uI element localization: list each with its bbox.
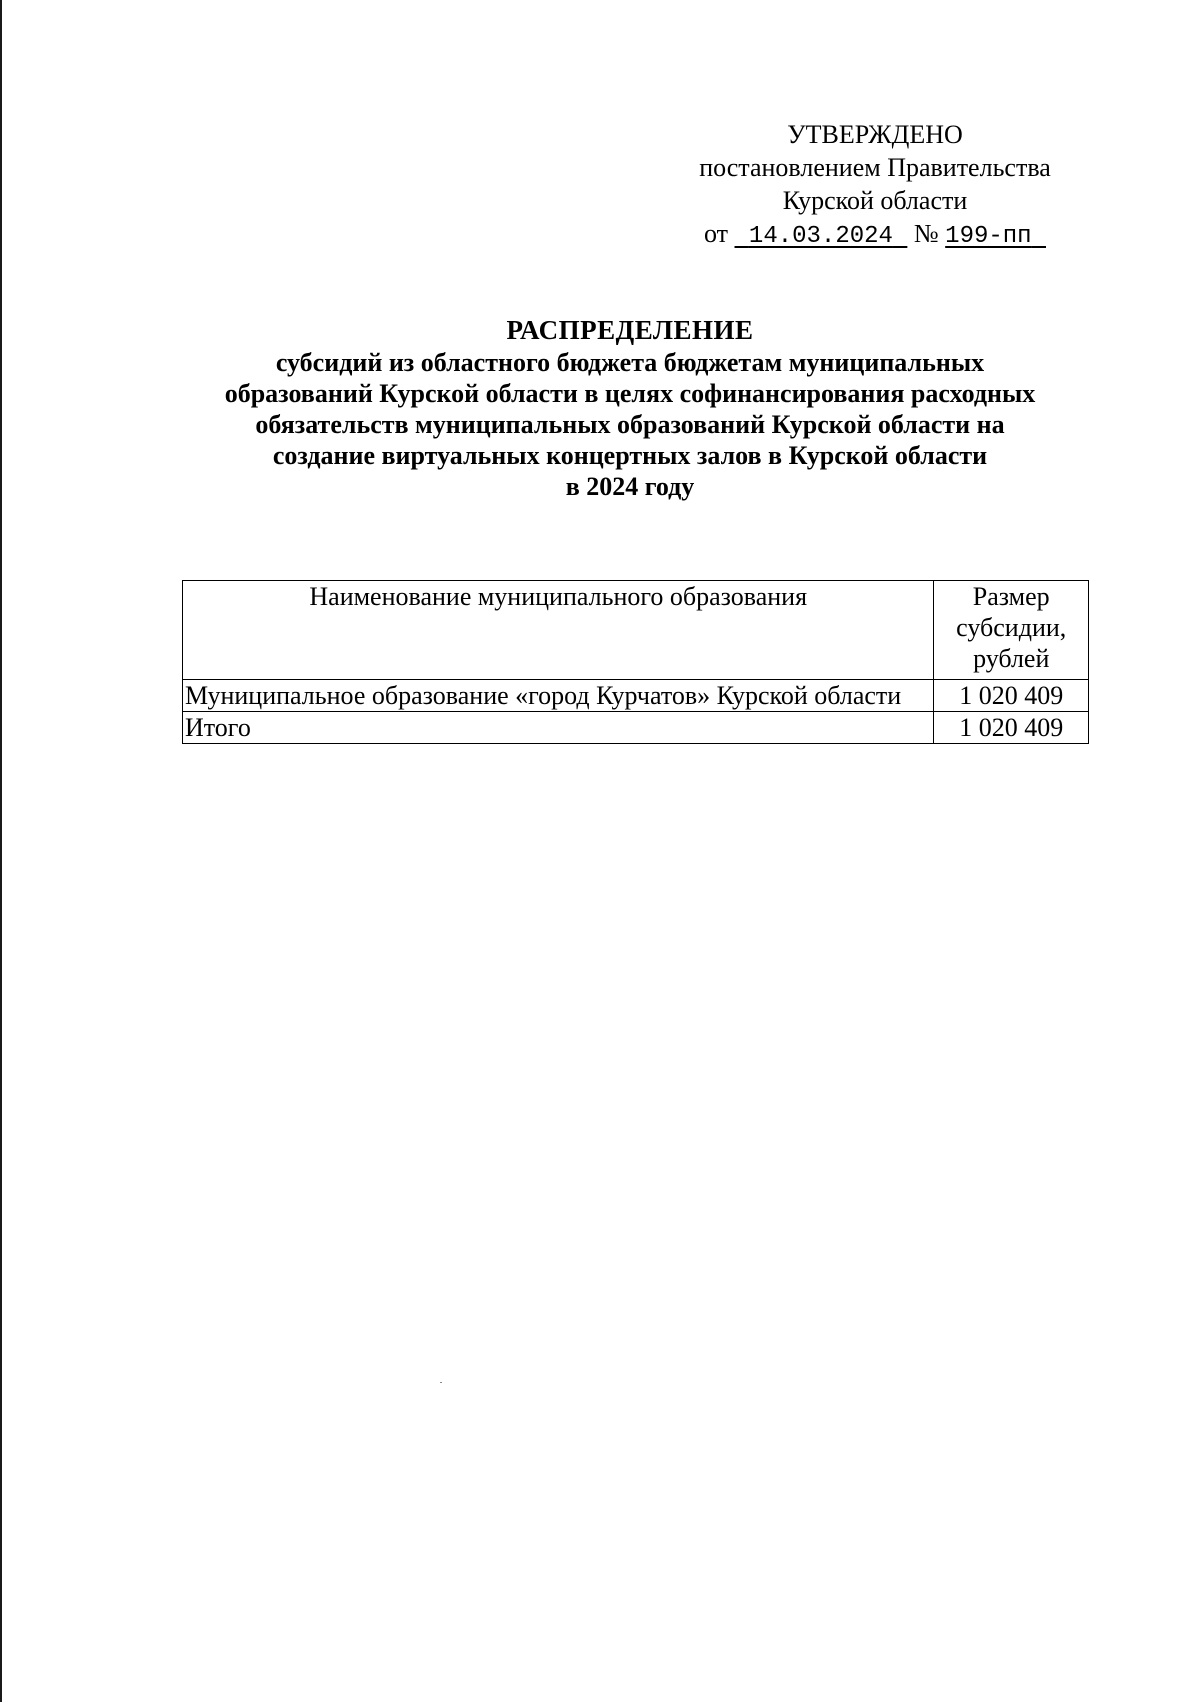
- table-row: [183, 680, 1089, 712]
- distribution-table: [182, 580, 1089, 744]
- scan-edge: [0, 0, 2, 1702]
- row-name: Муниципальное образование «город Курчатов» Курской области: [183, 680, 934, 712]
- total-label: Итого: [183, 712, 934, 744]
- number-prefix: №: [913, 219, 939, 248]
- approval-line-2: Курской области: [782, 186, 968, 215]
- scan-speck: [440, 1382, 442, 1383]
- row-amount: 1 020 409: [934, 680, 1089, 712]
- document-title: [150, 313, 1110, 502]
- title-line-4: создание виртуальных концертных залов в Курской области: [272, 441, 988, 470]
- date-prefix: от: [703, 219, 729, 248]
- title-main: РАСПРЕДЕЛЕНИЕ: [506, 315, 754, 345]
- approval-heading: УТВЕРЖДЕНО: [787, 120, 963, 149]
- header-name: Наименование муниципального образования: [183, 581, 934, 680]
- approval-date: 14.03.2024: [748, 223, 893, 250]
- header-amount: Размер субсидии, рублей: [934, 581, 1089, 680]
- approval-date-line: [660, 217, 1090, 253]
- table-header-row: [183, 581, 1089, 680]
- total-amount: 1 020 409: [934, 712, 1089, 744]
- approval-number: 199-пп: [945, 223, 1032, 250]
- approval-stamp: [660, 118, 1090, 253]
- title-line-1: субсидий из областного бюджета бюджетам муниципальных: [275, 348, 985, 377]
- table-total-row: [183, 712, 1089, 744]
- title-line-5: в 2024 году: [565, 472, 695, 501]
- approval-line-1: постановлением Правительства: [699, 153, 1051, 182]
- title-line-3: обязательств муниципальных образований Курской области на: [255, 410, 1005, 439]
- title-line-2: образований Курской области в целях софинансирования расходных: [224, 379, 1036, 408]
